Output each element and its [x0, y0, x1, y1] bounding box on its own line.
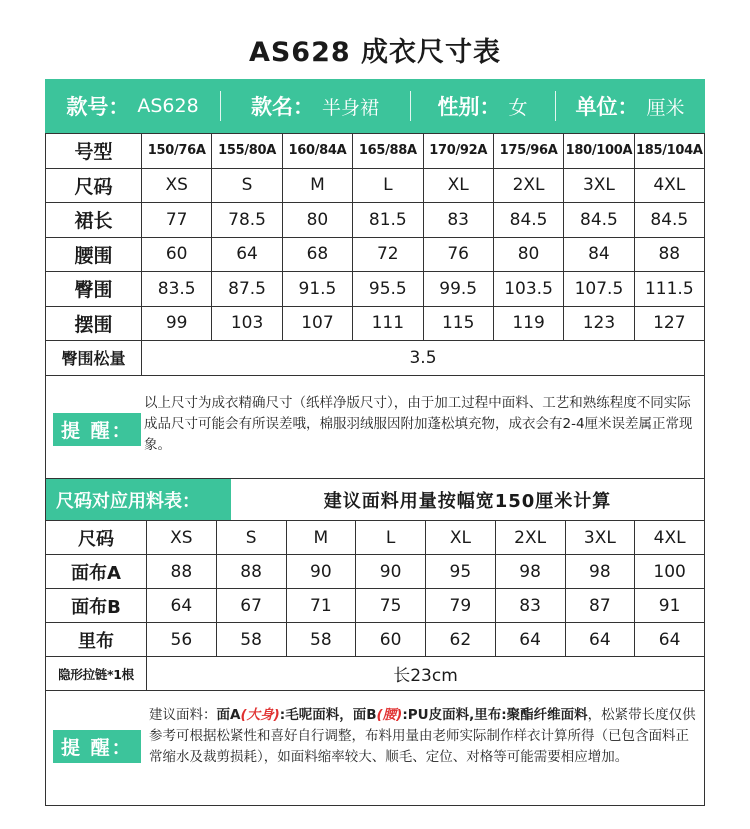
table-cell: 3XL: [565, 521, 635, 555]
table-cell: 103: [212, 306, 282, 341]
table-cell: 103.5: [493, 272, 563, 307]
size-reminder: [45, 373, 705, 479]
table-row: [46, 237, 705, 272]
table-cell: M: [286, 521, 356, 555]
row-header: 摆围: [46, 306, 142, 341]
row-header: 号型: [46, 134, 142, 169]
table-cell: 80: [282, 203, 352, 238]
table-cell: 150/76A: [142, 134, 212, 169]
table-cell: 2XL: [493, 168, 563, 203]
table-cell: 155/80A: [212, 134, 282, 169]
table-cell: 3XL: [564, 168, 634, 203]
table-cell: 64: [635, 623, 705, 657]
model-number: 款号： AS628: [66, 95, 199, 119]
table-cell: 81.5: [353, 203, 423, 238]
table-cell: 4XL: [635, 521, 705, 555]
table-cell: 88: [634, 237, 704, 272]
zipper-value: 长23cm: [147, 657, 705, 691]
table-cell: XS: [142, 168, 212, 203]
table-cell: 64: [565, 623, 635, 657]
table-cell: 76: [423, 237, 493, 272]
fabric-section-header: [45, 479, 705, 521]
table-cell: 95.5: [353, 272, 423, 307]
table-cell: XL: [423, 168, 493, 203]
ease-value: 3.5: [142, 341, 705, 376]
reminder-tag: 提 醒：: [53, 413, 141, 446]
table-cell: 90: [286, 555, 356, 589]
table-cell: 87.5: [212, 272, 282, 307]
table-row: [46, 341, 705, 376]
table-cell: 123: [564, 306, 634, 341]
table-row: [46, 272, 705, 307]
table-cell: 80: [493, 237, 563, 272]
table-cell: 60: [356, 623, 426, 657]
table-cell: 160/84A: [282, 134, 352, 169]
product-info-bar: [45, 79, 705, 133]
table-cell: 64: [495, 623, 565, 657]
unit: 单位： 厘米: [555, 79, 705, 133]
fabric-table: [45, 520, 705, 691]
table-cell: 58: [216, 623, 286, 657]
row-header: 臀围松量: [46, 341, 142, 376]
fabric-reminder: [45, 690, 705, 806]
table-cell: 115: [423, 306, 493, 341]
table-cell: 83.5: [142, 272, 212, 307]
table-cell: 77: [142, 203, 212, 238]
size-table: [45, 133, 705, 376]
table-cell: S: [212, 168, 282, 203]
table-cell: 64: [212, 237, 282, 272]
table-cell: 72: [353, 237, 423, 272]
table-row: [46, 306, 705, 341]
table-cell: 180/100A: [564, 134, 634, 169]
reminder-tag: 提 醒：: [53, 730, 141, 763]
table-cell: 4XL: [634, 168, 704, 203]
table-cell: 99: [142, 306, 212, 341]
row-header: 面布A: [46, 555, 147, 589]
row-header: 臀围: [46, 272, 142, 307]
table-cell: M: [282, 168, 352, 203]
table-row: [46, 168, 705, 203]
table-cell: 2XL: [495, 521, 565, 555]
table-cell: 67: [216, 589, 286, 623]
table-cell: 75: [356, 589, 426, 623]
table-row: [46, 134, 705, 169]
row-header: 隐形拉链*1根: [46, 657, 147, 691]
table-cell: 119: [493, 306, 563, 341]
table-cell: 64: [147, 589, 217, 623]
table-cell: 84.5: [564, 203, 634, 238]
table-cell: 185/104A: [634, 134, 704, 169]
table-cell: 58: [286, 623, 356, 657]
table-cell: 79: [426, 589, 496, 623]
table-row: [46, 589, 705, 623]
table-cell: 83: [495, 589, 565, 623]
table-cell: 95: [426, 555, 496, 589]
table-cell: 78.5: [212, 203, 282, 238]
table-cell: L: [356, 521, 426, 555]
fabric-section-title: 建议面料用量按幅宽150厘米计算: [323, 491, 612, 512]
reminder-text: 以上尺寸为成衣精确尺寸（纸样净版尺寸），由于加工过程中面料、工艺和熟练程度不同实际成品尺寸可能会有所误差哦，棉服羽绒服因附加蓬松填充物，成衣会有2-4厘米误差属正常现象。: [144, 395, 693, 453]
table-cell: XL: [426, 521, 496, 555]
page-title: AS628 成衣尺寸表: [248, 37, 502, 68]
fabric-section-tag: 尺码对应用料表：: [46, 479, 231, 521]
table-cell: 99.5: [423, 272, 493, 307]
table-cell: 87: [565, 589, 635, 623]
row-header: 尺码: [46, 168, 142, 203]
table-cell: S: [216, 521, 286, 555]
table-cell: 100: [635, 555, 705, 589]
table-row: [46, 657, 705, 691]
table-cell: 107.5: [564, 272, 634, 307]
table-cell: 71: [286, 589, 356, 623]
table-cell: 98: [565, 555, 635, 589]
table-row: [46, 623, 705, 657]
table-cell: 91.5: [282, 272, 352, 307]
table-cell: 111.5: [634, 272, 704, 307]
table-cell: 84: [564, 237, 634, 272]
table-cell: 56: [147, 623, 217, 657]
table-cell: 60: [142, 237, 212, 272]
table-row: [46, 521, 705, 555]
table-cell: 175/96A: [493, 134, 563, 169]
table-cell: 90: [356, 555, 426, 589]
table-cell: 88: [216, 555, 286, 589]
table-cell: XS: [147, 521, 217, 555]
reminder-text: 建议面料：面A(大身):毛呢面料，面B(腰):PU皮面料,里布:聚酯纤维面料，松紧带长度仅供参考可根据松紧性和喜好自行调整，布料用量由老师实际制作样衣计算所得（已包含面料正常缩水及裁剪损耗），如面料缩率较大、顺毛、定位、对格等可能需要相应增加。: [149, 707, 696, 765]
table-cell: 98: [495, 555, 565, 589]
table-cell: 84.5: [493, 203, 563, 238]
gender: 性别： 女: [410, 79, 555, 133]
table-row: [46, 555, 705, 589]
table-cell: 83: [423, 203, 493, 238]
table-cell: 111: [353, 306, 423, 341]
table-cell: 127: [634, 306, 704, 341]
table-cell: 62: [426, 623, 496, 657]
table-cell: 170/92A: [423, 134, 493, 169]
row-header: 尺码: [46, 521, 147, 555]
table-cell: L: [353, 168, 423, 203]
row-header: 面布B: [46, 589, 147, 623]
table-row: [46, 203, 705, 238]
table-cell: 88: [147, 555, 217, 589]
table-cell: 165/88A: [353, 134, 423, 169]
row-header: 里布: [46, 623, 147, 657]
table-cell: 84.5: [634, 203, 704, 238]
style-name: 款名： 半身裙: [220, 79, 410, 133]
row-header: 腰围: [46, 237, 142, 272]
table-cell: 68: [282, 237, 352, 272]
row-header: 裙长: [46, 203, 142, 238]
table-cell: 91: [635, 589, 705, 623]
table-cell: 107: [282, 306, 352, 341]
